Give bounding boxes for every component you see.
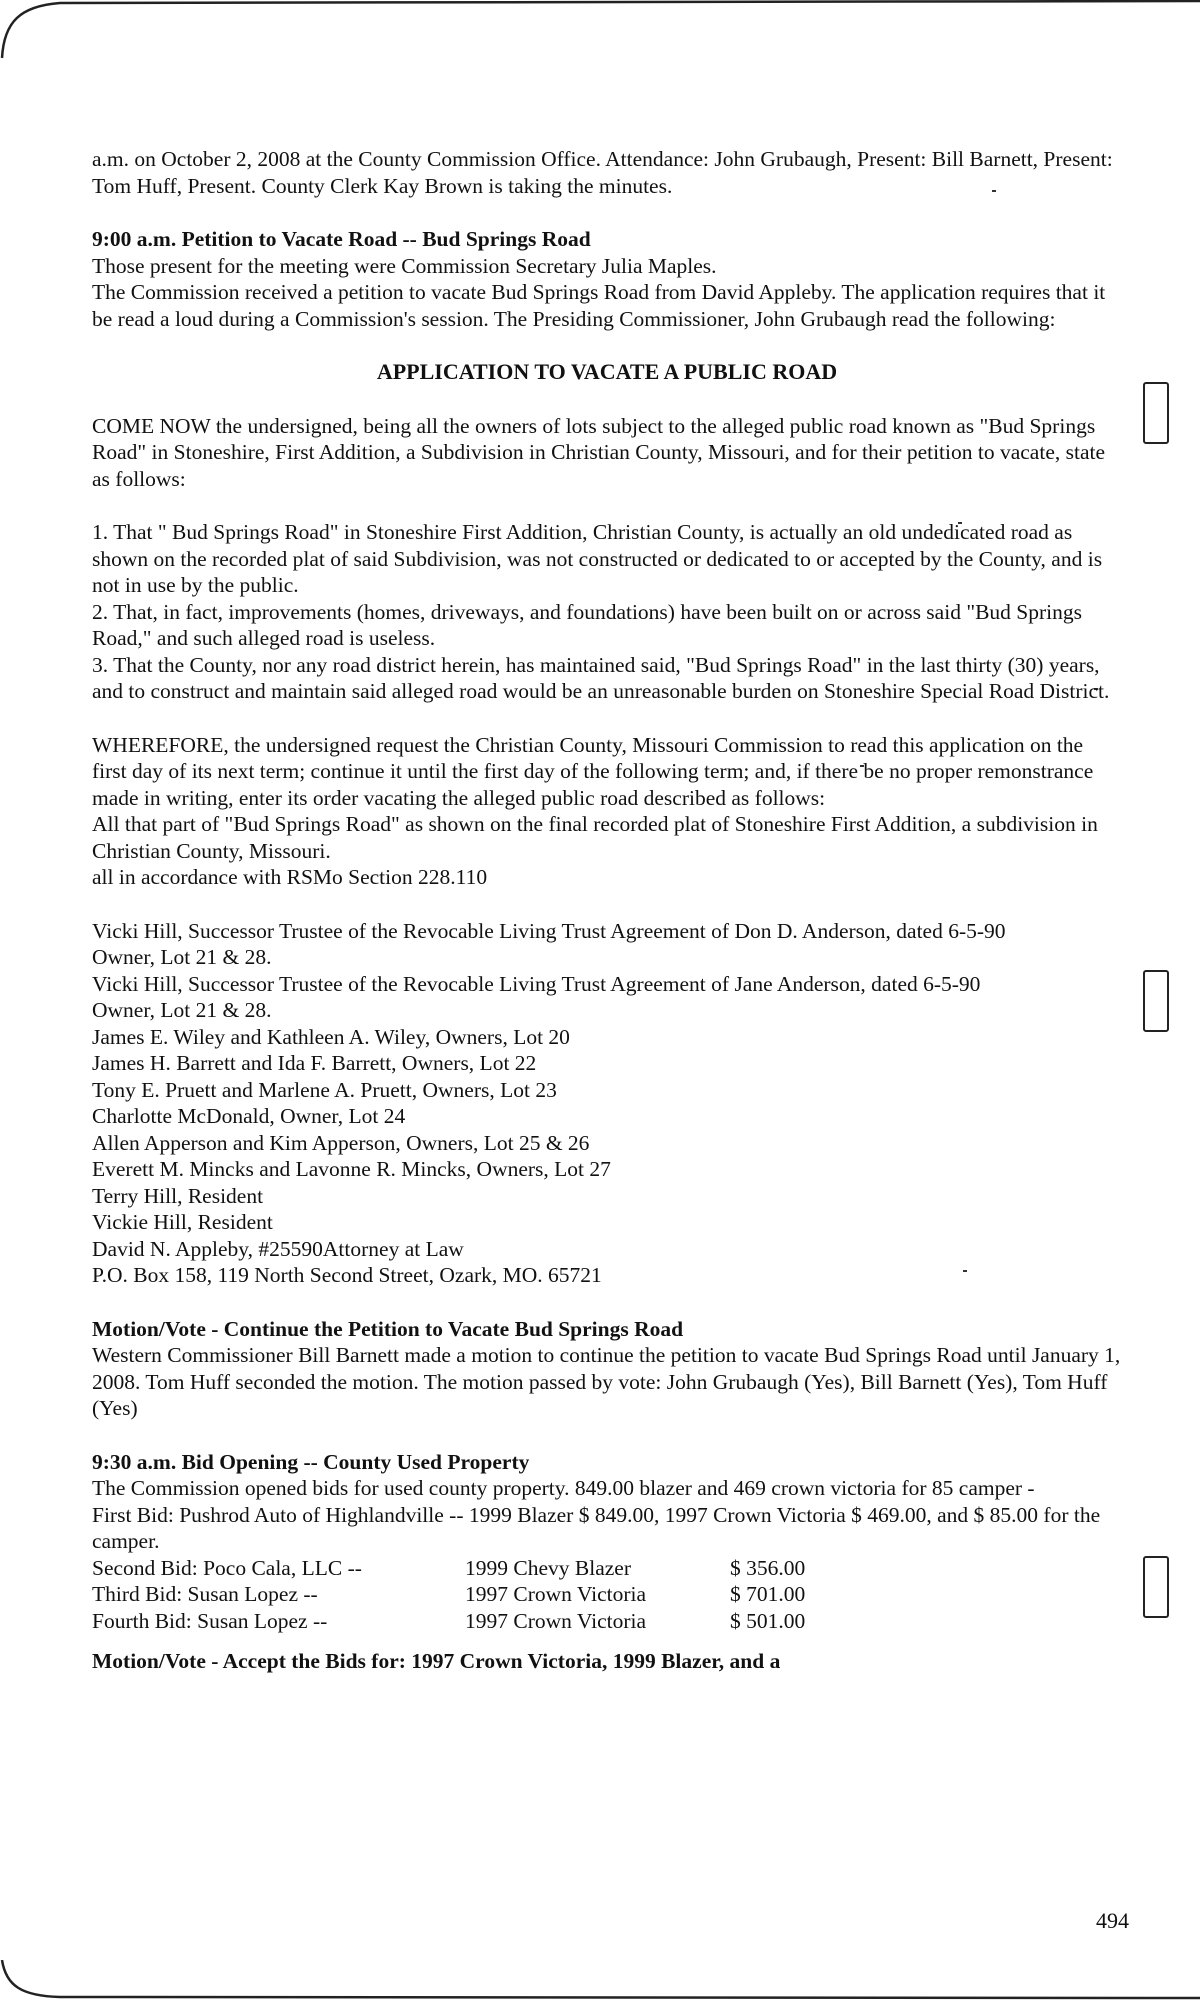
signatory-line: James E. Wiley and Kathleen A. Wiley, Owners, Lot 20 [92,1024,570,1049]
document-body [92,146,1122,1675]
first-bid: First Bid: Pushrod Auto of Highlandville -- 1999 Blazer $ 849.00, 1997 Crown Victoria $ 469.00, and $ 85.00 for the camper. [92,1502,1101,1553]
application-item-3: 3. That the County, nor any road district herein, has maintained said, "Bud Springs Road" in the last thirty (30) years, and to construct and maintain said alleged road would be an unreasonable burden on Stoneshire Special Road District. [92,652,1110,703]
bid-item: 1997 Crown Victoria [465,1582,647,1606]
application-title: APPLICATION TO VACATE A PUBLIC ROAD [376,359,838,384]
application-all-that-part: All that part of "Bud Springs Road" as shown on the final recorded plat of Stoneshire First Addition, a subdivision in Christian County, Missouri. [92,812,1098,863]
signatory-line: Owner, Lot 21 & 28. [92,945,272,969]
bid-opening-text: The Commission opened bids for used county property. 849.00 blazer and 469 crown victoria for 85 camper - [92,1476,1035,1500]
margin-bracket-mark [1143,1556,1169,1618]
bid-item: 1999 Chevy Blazer [465,1555,631,1580]
signatory-line: Terry Hill, Resident [92,1183,264,1208]
signatory-line: Allen Apperson and Kim Apperson, Owners, Lot 25 & 26 [92,1130,590,1155]
signatory-line: Everett M. Mincks and Lavonne R. Mincks, Owners, Lot 27 [92,1157,611,1181]
application-rsmo: all in accordance with RSMo Section 228.110 [92,865,488,889]
page-number: 494 [1096,1908,1129,1933]
motion-accept-heading: Motion/Vote - Accept the Bids for: 1997 Crown Victoria, 1999 Blazer, and a [92,1649,781,1673]
signatory-line: Vicki Hill, Successor Trustee of the Revocable Living Trust Agreement of Don D. Anderson, dated 6-5-90 [92,918,1006,943]
page-corner-frame-top [0,0,1200,60]
application-item-1: 1. That " Bud Springs Road" in Stoneshire First Addition, Christian County, is actually an old undedicated road as shown on the recorded plat of said Subdivision, was not constructed or dedicated to or accepted by the County, and is not in use by the public. [92,520,1103,597]
bid-item: 1997 Crown Victoria [465,1608,647,1633]
bid-amount: $ 356.00 [730,1555,806,1580]
bid-opening-heading: 9:30 a.m. Bid Opening -- County Used Property [92,1449,530,1474]
motion-continue-heading: Motion/Vote - Continue the Petition to Vacate Bud Springs Road [92,1316,684,1341]
bid-bidder: Second Bid: Poco Cala, LLC -- [92,1555,362,1580]
signatory-line: David N. Appleby, #25590Attorney at Law [92,1236,464,1261]
motion-continue-text: Western Commissioner Bill Barnett made a motion to continue the petition to vacate Bud Springs Road until January 1, 2008. Tom Huff seconded the motion. The motion passed by vote: John Grubaugh (Yes), Bill Barnett (Yes), Tom Huff (Yes) [92,1343,1121,1420]
application-come-now: COME NOW the undersigned, being all the owners of lots subject to the alleged public road known as "Bud Springs Road" in Stoneshire, First Addition, a Subdivision in Christian County, Missouri, and for their petition to vacate, state as follows: [92,413,1106,491]
margin-bracket-mark [1143,970,1169,1032]
signatory-line: Vickie Hill, Resident [92,1210,273,1234]
petition-heading: 9:00 a.m. Petition to Vacate Road -- Bud Springs Road [92,227,591,251]
application-wherefore: WHEREFORE, the undersigned request the Christian County, Missouri Commission to read this application on the first day of its next term; continue it until the first day of the following term; and, if there be no proper remonstrance made in writing, enter its order vacating the alleged public road described as follows: [92,732,1094,810]
signatory-line: Charlotte McDonald, Owner, Lot 24 [92,1104,406,1128]
page-corner-frame-bottom [0,1960,1200,2000]
bid-amount: $ 701.00 [730,1582,806,1606]
petition-present: Those present for the meeting were Commission Secretary Julia Maples. [92,253,717,278]
bid-bidder: Fourth Bid: Susan Lopez -- [92,1608,328,1633]
margin-bracket-mark [1143,382,1169,444]
signatory-list [92,918,1122,1289]
signatory-line: P.O. Box 158, 119 North Second Street, Ozark, MO. 65721 [92,1263,602,1287]
signatory-line: Owner, Lot 21 & 28. [92,998,272,1022]
intro-paragraph: a.m. on October 2, 2008 at the County Commission Office. Attendance: John Grubaugh, Present: Bill Barnett, Present: Tom Huff, Present. County Clerk Kay Brown is taking the minutes. [92,147,1113,198]
signatory-line: Vicki Hill, Successor Trustee of the Revocable Living Trust Agreement of Jane Anderson, dated 6-5-90 [92,971,981,996]
signatory-line: James H. Barrett and Ida F. Barrett, Owners, Lot 22 [92,1051,537,1075]
petition-received: The Commission received a petition to vacate Bud Springs Road from David Appleby. The application requires that it be read a loud during a Commission's session. The Presiding Commissioner, John Grubaugh read the following: [92,280,1106,331]
bid-table [92,1555,1122,1635]
bid-amount: $ 501.00 [730,1608,806,1633]
application-item-2: 2. That, in fact, improvements (homes, driveways, and foundations) have been built on or across said "Bud Springs Road," and such alleged road is useless. [92,599,1083,650]
signatory-line: Tony E. Pruett and Marlene A. Pruett, Owners, Lot 23 [92,1077,557,1102]
bid-bidder: Third Bid: Susan Lopez -- [92,1582,318,1606]
